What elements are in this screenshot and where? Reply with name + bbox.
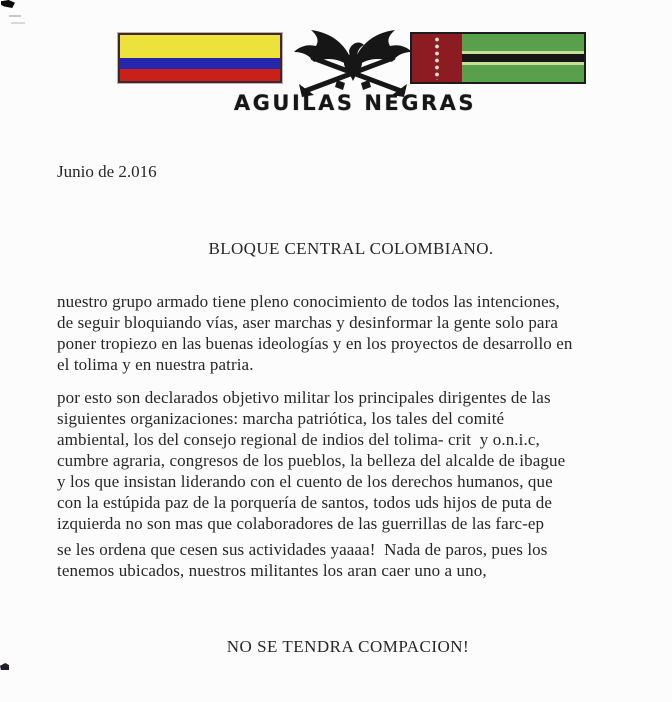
paragraph-2-line: cumbre agraria, congresos de los pueblos, la belleza del alcalde de ibague [57, 451, 566, 470]
letter-closing: NO SE TENDRA COMPACION! [226, 637, 470, 656]
paragraph-2-line: ambiental, los del consejo regional de indios del tolima- crit y o.n.i.c, [57, 430, 540, 449]
paragraph-1-line: poner tropiezo en las buenas ideologías y en los proyectos de desarrollo en [57, 334, 573, 353]
bloque-flag-black-stripe [462, 54, 584, 63]
letter-date: Junio de 2.016 [57, 162, 157, 181]
paragraph-2 [57, 387, 652, 534]
colombia-flag-red-stripe [120, 69, 280, 81]
paragraph-1-line: de seguir bloquiando vías, aser marchas y desinformar la gente solo para [57, 313, 558, 332]
bloque-flag-green-top [462, 34, 584, 51]
letter-title: BLOQUE CENTRAL COLOMBIANO. [208, 239, 494, 258]
scan-speck-top-left [9, 13, 29, 29]
eagle-crossed-rifles-icon [293, 25, 413, 99]
paragraph-2-line: izquierda no son mas que colaboradores de las guerrillas de las farc-ep [57, 514, 545, 533]
paragraph-3 [57, 539, 652, 581]
paragraph-3-line: tenemos ubicados, nuestros militantes los aran caer uno a uno, [57, 561, 487, 580]
colombia-flag-blue-stripe [120, 58, 280, 69]
paragraph-2-line: siguientes organizaciones: marcha patriótica, los tales del comité [57, 409, 505, 428]
paragraph-1 [57, 291, 652, 375]
bloque-flag-maroon-band [412, 34, 462, 82]
paragraph-1-line: el tolima y en nuestra patria. [57, 355, 254, 374]
paragraph-3-line: se les ordena que cesen sus actividades yaaaa! Nada de paros, pues los [57, 540, 548, 559]
colombia-flag-yellow-stripe [120, 35, 280, 58]
bloque-flag [410, 32, 586, 84]
bloque-flag-green-bottom [462, 65, 584, 82]
scan-artifact-top-left [1, 0, 15, 8]
flag-dot-column [434, 36, 440, 80]
paragraph-2-line: y los que insistan liderando con el cuento de los derechos humanos, que [57, 472, 553, 491]
colombia-flag [118, 33, 282, 83]
paragraph-2-line: con la estúpida paz de la porquería de santos, todos uds hijos de puta de [57, 493, 552, 512]
paragraph-1-line: nuestro grupo armado tiene pleno conocimiento de todos las intenciones, [57, 292, 560, 311]
scan-artifact-bottom-left [0, 663, 9, 670]
org-name-title: AGUILAS NEGRAS [233, 91, 477, 115]
bloque-flag-stripes [462, 34, 584, 82]
paragraph-2-line: por esto son declarados objetivo militar los principales dirigentes de las [57, 388, 551, 407]
